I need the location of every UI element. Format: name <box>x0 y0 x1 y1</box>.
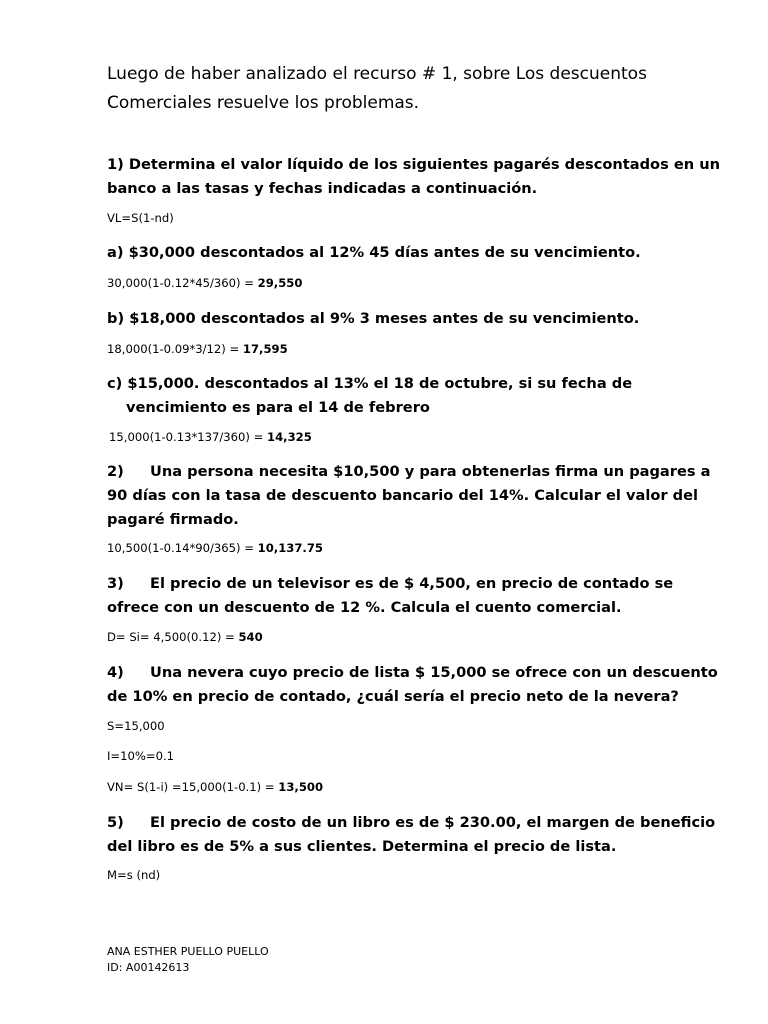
problem-3-line-1 <box>107 572 673 596</box>
problem-2-work: 10,500(1-0.14*90/365) = <box>107 541 258 555</box>
problem-5-statement <box>107 811 715 859</box>
problem-1c-question <box>107 372 632 420</box>
problem-1a-result: 29,550 <box>257 276 303 290</box>
problem-5-line-1 <box>107 811 715 835</box>
problem-3-answer <box>107 630 263 645</box>
problem-1-line-1: 1) Determina el valor líquido de los siguientes pagarés descontados en un <box>107 156 720 173</box>
problem-4-result: 13,500 <box>278 780 324 794</box>
author-name: ANA ESTHER PUELLO PUELLO <box>107 945 269 958</box>
problem-5-line-1-text: El precio de costo de un libro es de $ 230.00, el margen de beneficio <box>150 814 716 831</box>
problem-2-line-3: pagaré firmado. <box>107 511 239 528</box>
problem-4-given-i: I=10%=0.1 <box>107 749 175 763</box>
title-line-2: Comerciales resuelve los problemas. <box>107 93 420 113</box>
problem-1a-work: 30,000(1-0.12*45/360) = <box>107 276 258 290</box>
problem-2-answer <box>107 541 323 556</box>
problem-1c-line-2: vencimiento es para el 14 de febrero <box>126 399 430 416</box>
problem-4-line-2: de 10% en precio de contado, ¿cuál sería el precio neto de la nevera? <box>107 688 679 705</box>
problem-1-line-2: banco a las tasas y fechas indicadas a continuación. <box>107 180 538 197</box>
problem-4-given-s: S=15,000 <box>107 719 165 733</box>
problem-4-answer <box>107 780 323 795</box>
problem-5-line-2: del libro es de 5% a sus clientes. Determina el precio de lista. <box>107 838 617 855</box>
problem-1b-answer <box>107 342 288 357</box>
problem-5-formula: M=s (nd) <box>107 868 161 882</box>
document-title <box>107 60 647 118</box>
problem-1b-question: b) $18,000 descontados al 9% 3 meses antes de su vencimiento. <box>107 310 640 327</box>
problem-1-formula: VL=S(1-nd) <box>107 211 174 225</box>
problem-1c-result: 14,325 <box>267 430 312 444</box>
problem-1c-line-1: c) $15,000. descontados al 13% el 18 de octubre, si su fecha de <box>107 375 633 392</box>
problem-1c-answer <box>109 430 312 445</box>
problem-1b-result: 17,595 <box>242 342 288 356</box>
problem-2-number: 2) <box>107 463 124 480</box>
problem-4-number: 4) <box>107 664 124 681</box>
problem-3-work: D= Si= 4,500(0.12) = <box>107 630 239 644</box>
problem-2-line-1-text: Una persona necesita $10,500 y para obtenerlas firma un pagares a <box>150 463 711 480</box>
author-id: ID: A00142613 <box>107 961 190 974</box>
problem-2-statement <box>107 460 711 532</box>
problem-2-result: 10,137.75 <box>257 541 323 555</box>
problem-3-line-2: ofrece con un descuento de 12 %. Calcula el cuento comercial. <box>107 599 622 616</box>
problem-3-statement <box>107 572 673 620</box>
problem-2-line-1 <box>107 460 711 484</box>
problem-2-line-2: 90 días con la tasa de descuento bancario del 14%. Calcular el valor del <box>107 487 699 504</box>
problem-5-number: 5) <box>107 814 124 831</box>
author-footer <box>107 944 269 976</box>
problem-4-line-1 <box>107 661 718 685</box>
problem-1c-work: 15,000(1-0.13*137/360) = <box>109 430 268 444</box>
problem-3-result: 540 <box>238 630 263 644</box>
problem-3-line-1-text: El precio de un televisor es de $ 4,500, en precio de contado se <box>150 575 674 592</box>
problem-4-line-1-text: Una nevera cuyo precio de lista $ 15,000 se ofrece con un descuento <box>150 664 718 681</box>
problem-1-statement <box>107 153 720 201</box>
problem-4-statement <box>107 661 718 709</box>
problem-1a-question: a) $30,000 descontados al 12% 45 días antes de su vencimiento. <box>107 244 641 261</box>
problem-3-number: 3) <box>107 575 124 592</box>
title-line-1: Luego de haber analizado el recurso # 1, sobre Los descuentos <box>107 64 647 84</box>
problem-1a-answer <box>107 276 302 291</box>
problem-1b-work: 18,000(1-0.09*3/12) = <box>107 342 243 356</box>
problem-4-work: VN= S(1-i) =15,000(1-0.1) = <box>107 780 279 794</box>
